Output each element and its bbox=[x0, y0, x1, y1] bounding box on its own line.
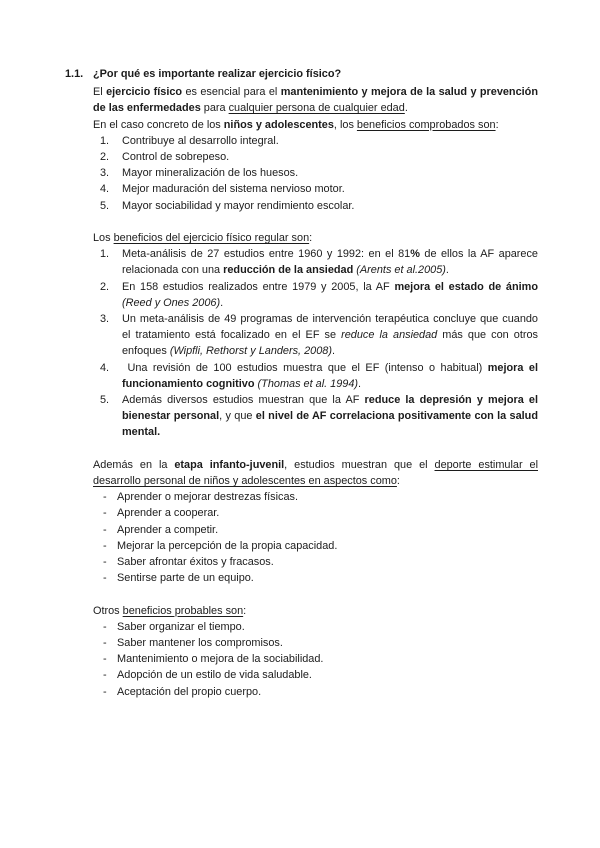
dash-list bbox=[93, 619, 538, 700]
paragraph bbox=[93, 84, 538, 116]
text-run: Los bbox=[93, 232, 114, 245]
list-item-text bbox=[117, 538, 538, 554]
text-run: Otros bbox=[93, 604, 123, 617]
text-run: : bbox=[243, 604, 247, 617]
text-run: : bbox=[309, 232, 313, 245]
text-run: Contribuye al desarrollo integral. bbox=[122, 134, 279, 147]
list-marker: 5. bbox=[100, 394, 110, 407]
list-marker: 1. bbox=[100, 248, 110, 261]
list-marker: 1. bbox=[100, 134, 110, 147]
text-run: Aprender a competir. bbox=[117, 523, 219, 536]
text-run: , los bbox=[333, 118, 357, 131]
list-item bbox=[93, 489, 538, 505]
text-run: ejercicio físico bbox=[106, 86, 183, 99]
list-marker: - bbox=[103, 653, 107, 666]
text-run: . bbox=[358, 377, 362, 390]
paragraph bbox=[93, 230, 538, 246]
list-item bbox=[93, 570, 538, 586]
spacer bbox=[93, 441, 538, 457]
paragraph bbox=[93, 457, 538, 489]
text-run: reducción de la ansiedad bbox=[223, 264, 354, 277]
text-run: es esencial para el bbox=[182, 86, 281, 99]
section-number: 1.1. bbox=[65, 68, 84, 80]
paragraph bbox=[93, 603, 538, 619]
list-item bbox=[93, 392, 538, 441]
text-run: cualquier persona de cualquier edad bbox=[228, 102, 405, 115]
text-run: Saber afrontar éxitos y fracasos. bbox=[117, 556, 274, 569]
text-run: Saber mantener los compromisos. bbox=[117, 637, 283, 650]
text-run: mejora el estado de ánimo bbox=[394, 280, 538, 293]
text-run: . bbox=[445, 264, 449, 277]
list-marker: - bbox=[103, 556, 107, 569]
list-marker: 4. bbox=[100, 361, 110, 374]
list-marker: - bbox=[103, 539, 107, 552]
text-run: beneficios del ejercicio físico regular son bbox=[113, 232, 310, 245]
text-run: el nivel de AF correlaciona positivamente con la salud mental. bbox=[122, 410, 538, 439]
list-item bbox=[93, 619, 538, 635]
text-run: En 158 estudios realizados entre 1979 y 2005, la AF bbox=[122, 280, 395, 293]
text-run: Sentirse parte de un equipo. bbox=[117, 572, 254, 585]
text-run: En el caso concreto de los bbox=[93, 118, 224, 131]
list-item bbox=[93, 538, 538, 554]
dash-list bbox=[93, 489, 538, 586]
list-item-text bbox=[117, 570, 538, 586]
text-run: . bbox=[331, 345, 335, 358]
text-run: Mejorar la percepción de la propia capacidad. bbox=[117, 539, 338, 552]
text-run: beneficios probables son bbox=[122, 604, 244, 617]
numbered-list bbox=[93, 133, 538, 214]
list-item bbox=[93, 667, 538, 683]
text-run: Aceptación del propio cuerpo. bbox=[117, 685, 262, 698]
list-item bbox=[93, 522, 538, 538]
spacer bbox=[93, 214, 538, 230]
list-marker: 2. bbox=[100, 151, 110, 164]
list-item-text bbox=[117, 505, 538, 521]
text-run: de ellos la AF aparece relacionada con una bbox=[122, 248, 538, 277]
text-run: : bbox=[495, 118, 499, 131]
text-run: niños y adolescentes bbox=[223, 118, 334, 131]
document-content bbox=[93, 84, 538, 700]
text-run: Aprender o mejorar destrezas físicas. bbox=[117, 491, 298, 504]
section-title: ¿Por qué es importante realizar ejercicio físico? bbox=[93, 68, 342, 80]
text-run: Control de sobrepeso. bbox=[122, 151, 230, 164]
list-marker: 5. bbox=[100, 199, 110, 212]
list-item-text bbox=[117, 667, 538, 683]
text-run: más que con otros enfoques bbox=[122, 329, 538, 358]
text-run: Un meta-análisis de 49 programas de intervención terapéutica concluye que cuando el tratamiento está focalizado en el EF se bbox=[122, 313, 538, 342]
list-item bbox=[93, 311, 538, 360]
text-run: Además en la bbox=[93, 458, 175, 471]
list-marker: - bbox=[103, 523, 107, 536]
numbered-list bbox=[93, 246, 538, 440]
section-heading bbox=[65, 66, 538, 82]
list-marker: - bbox=[103, 620, 107, 633]
text-run: etapa infanto-juvenil bbox=[174, 458, 285, 471]
list-item bbox=[93, 133, 538, 149]
text-run: El bbox=[93, 86, 107, 99]
list-item-text bbox=[117, 619, 538, 635]
list-item-text bbox=[122, 165, 538, 181]
text-run: mejora el funcionamiento cognitivo bbox=[122, 361, 539, 390]
text-run: . bbox=[404, 102, 408, 115]
list-item bbox=[93, 246, 538, 278]
text-run: . bbox=[220, 296, 224, 309]
list-marker: 2. bbox=[100, 280, 110, 293]
text-run: (Arents et al.2005) bbox=[356, 264, 446, 277]
list-item bbox=[93, 635, 538, 651]
list-item bbox=[93, 684, 538, 700]
list-item bbox=[93, 279, 538, 311]
list-item-text bbox=[122, 133, 538, 149]
list-item-text bbox=[117, 554, 538, 570]
list-item-text bbox=[117, 635, 538, 651]
list-marker: - bbox=[103, 685, 107, 698]
list-marker: 3. bbox=[100, 313, 110, 326]
list-marker: - bbox=[103, 491, 107, 504]
list-marker: - bbox=[103, 637, 107, 650]
list-item-text bbox=[117, 651, 538, 667]
list-item-text bbox=[122, 198, 538, 214]
list-item bbox=[93, 554, 538, 570]
list-item bbox=[93, 505, 538, 521]
text-run: Mayor sociabilidad y mayor rendimiento escolar. bbox=[122, 199, 355, 212]
text-run: para bbox=[200, 102, 229, 115]
text-run: : bbox=[396, 475, 400, 488]
list-item-text bbox=[117, 684, 538, 700]
list-item-text bbox=[122, 246, 538, 278]
text-run: Adopción de un estilo de vida saludable. bbox=[117, 669, 312, 682]
text-run: Meta-análisis de 27 estudios entre 1960 y 1992: en el 81 bbox=[122, 248, 411, 261]
text-run: Aprender a cooperar. bbox=[117, 507, 220, 520]
text-run: , estudios muestran que el bbox=[284, 458, 435, 471]
text-run: (Thomas et al. 1994) bbox=[257, 377, 359, 390]
text-run: reduce la depresión y mejora el bienestar personal bbox=[122, 394, 539, 423]
spacer bbox=[93, 586, 538, 602]
text-run: Mejor maduración del sistema nervioso motor. bbox=[122, 183, 345, 196]
list-item-text bbox=[122, 392, 538, 441]
list-item bbox=[93, 198, 538, 214]
list-marker: 3. bbox=[100, 167, 110, 180]
text-run: mantenimiento y mejora de la salud y prevención de las enfermedades bbox=[93, 86, 538, 115]
list-item-text bbox=[122, 311, 538, 360]
list-item bbox=[93, 181, 538, 197]
text-run: % bbox=[410, 248, 420, 261]
list-item bbox=[93, 165, 538, 181]
list-item-text bbox=[122, 181, 538, 197]
list-item bbox=[93, 149, 538, 165]
list-item-text bbox=[122, 149, 538, 165]
text-run: deporte estimular el desarrollo personal de niños y adolescentes en aspectos como bbox=[93, 458, 538, 488]
list-marker: 4. bbox=[100, 183, 110, 196]
text-run: beneficios comprobados son bbox=[356, 118, 496, 131]
text-run: Mayor mineralización de los huesos. bbox=[122, 167, 299, 180]
text-run: (Wipfli, Rethorst y Landers, 2008) bbox=[169, 345, 332, 358]
list-item-text bbox=[122, 360, 538, 392]
list-item bbox=[93, 651, 538, 667]
text-run: Además diversos estudios muestran que la AF bbox=[122, 394, 365, 407]
text-run: (Reed y Ones 2006) bbox=[122, 296, 221, 309]
list-item-text bbox=[117, 489, 538, 505]
paragraph bbox=[93, 117, 538, 133]
list-item bbox=[93, 360, 538, 392]
text-run: Una revisión de 100 estudios muestra que el EF (intenso o habitual) bbox=[122, 361, 488, 374]
text-run: Mantenimiento o mejora de la sociabilidad. bbox=[117, 653, 324, 666]
list-item-text bbox=[117, 522, 538, 538]
list-marker: - bbox=[103, 507, 107, 520]
list-marker: - bbox=[103, 669, 107, 682]
text-run: Saber organizar el tiempo. bbox=[117, 620, 245, 633]
list-marker: - bbox=[103, 572, 107, 585]
list-item-text bbox=[122, 279, 538, 311]
text-run: , y que bbox=[219, 410, 256, 423]
text-run: reduce la ansiedad bbox=[341, 329, 438, 342]
